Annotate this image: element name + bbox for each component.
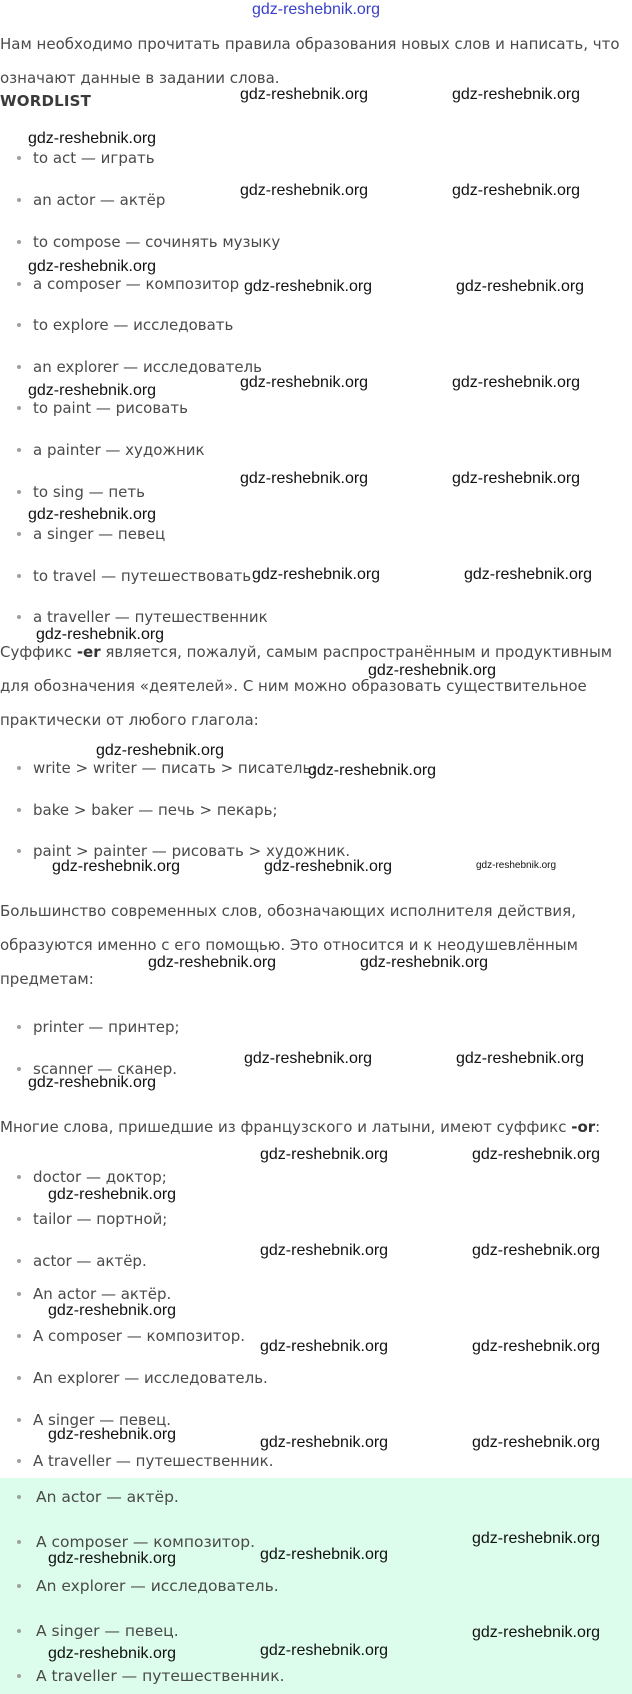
suffix-er: -er (76, 643, 101, 661)
bullet-icon (17, 156, 21, 160)
bullet-icon (17, 406, 21, 410)
bullet-icon (17, 615, 21, 619)
intro-line-2: означают данные в задании слова. (0, 69, 280, 87)
watermark: gdz-reshebnik.org (260, 1434, 389, 1451)
watermark: gdz-reshebnik.org (472, 1338, 601, 1355)
watermark: gdz-reshebnik.org (472, 1530, 601, 1547)
watermark: gdz-reshebnik.org (96, 742, 225, 759)
watermark: gdz-reshebnik.org (452, 86, 581, 103)
bullet-icon (17, 1175, 21, 1179)
bullet-icon (17, 1674, 21, 1678)
or-rule-start: Многие слова, пришедшие из французского и латыни, имеют суффикс (0, 1118, 572, 1136)
watermark: gdz-reshebnik.org (28, 506, 157, 523)
watermark: gdz-reshebnik.org (252, 566, 381, 583)
bullet-icon (17, 1495, 21, 1499)
watermark: gdz-reshebnik.org (260, 1338, 389, 1355)
bullet-icon (17, 766, 21, 770)
watermark: gdz-reshebnik.org (260, 1546, 389, 1563)
bullet-icon (17, 198, 21, 202)
watermark: gdz-reshebnik.org (452, 470, 581, 487)
watermark: gdz-reshebnik.org (244, 278, 373, 295)
answer-highlight-box: An actor — актёр. A composer — композитор. An explorer — исследователь. A singer — певец. A traveller — путешественник. (0, 1478, 632, 1694)
watermark: gdz-reshebnik.org (240, 374, 369, 391)
watermark: gdz-reshebnik.org (28, 1074, 157, 1091)
bullet-icon (17, 532, 21, 536)
page: gdz-reshebnik.org Нам необходимо прочитать правила образования новых слов и написать, что означают данные в задании слова. WORDLIST to act — играть an actor — актёр to compose — сочинять музыку a composer — композитор to explore — исследовать an explorer — исследователь to paint — рисовать a painter — художник to sing — петь a singer — певец to travel — путешествовать a traveller — путешественник Суффикс -er является, пожалуй, самым распространённым и продуктивным для обозначения «деятелей». С ним можно образовать существительное практически от любого глагола: write > writer — писать > писатель; bake > baker — печь > пекарь; paint > painter — рисовать > художник. Большинство современных слов, обозначающих исполнителя действия, образуются именно с его помощью. Это относится и к неодушевлённым предметам: printer — принтер; scanner — сканер. Многие слова, пришедшие из французского и латыни, имеют суффикс -or: doctor — доктор; tailor — портной; actor — актёр. An actor — актёр. A composer — композитор. An explorer — исследователь. A singer — певец. A traveller — путешественник. An actor — актёр. A composer — композитор. An explorer — исследователь. A singer — певец. A traveller — путешественник. gdz-reshebnik.org gdz-reshebnik.org gdz-reshebnik.org gdz-reshebnik.org gdz-reshebnik.org gdz-reshebnik.org gdz-reshebnik.org gdz-reshebnik.org gdz-reshebnik.org gdz-reshebnik.org gdz-reshebnik.org gdz-reshebnik.org gdz-reshebnik.org gdz-reshebnik.org gdz-reshebnik.org gdz-reshebnik.org gdz-reshebnik.org gdz-reshebnik.org gdz-reshebnik.org gdz-reshebnik.org gdz-reshebnik.org gdz-reshebnik.org gdz-reshebnik.org gdz-reshebnik.org gdz-reshebnik.org gdz-reshebnik.org gdz-reshebnik.org gdz-reshebnik.org gdz-reshebnik.org gdz-reshebnik.org gdz-reshebnik.org gdz-reshebnik.org gdz-reshebnik.org gdz-reshebnik.org gdz-reshebnik.org gdz-reshebnik.org gdz-reshebnik.org gdz-reshebnik.org gdz-reshebnik.org gdz-reshebnik.org gdz-reshebnik.org gdz-reshebnik.org gdz-reshebnik.org gdz-reshebnik.org gdz-reshebnik.org (0, 0, 632, 1694)
site-header-link[interactable]: gdz-reshebnik.org (251, 1, 381, 18)
bullet-icon (17, 1540, 21, 1544)
watermark: gdz-reshebnik.org (48, 1302, 177, 1319)
or-rule-paragraph (0, 1110, 632, 1144)
watermark: gdz-reshebnik.org (260, 1146, 389, 1163)
watermark: gdz-reshebnik.org (264, 858, 393, 875)
suffix-or: -or (571, 1118, 596, 1136)
watermark: gdz-reshebnik.org (464, 566, 593, 583)
bullet-icon (17, 448, 21, 452)
watermark: gdz-reshebnik.org (476, 860, 557, 871)
or-rule-end: : (595, 1118, 601, 1136)
watermark: gdz-reshebnik.org (52, 858, 181, 875)
watermark: gdz-reshebnik.org (260, 1642, 389, 1659)
watermark: gdz-reshebnik.org (260, 1242, 389, 1259)
modern-line-2: образуются именно с его помощью. Это относится и к неодушевлённым (0, 936, 578, 954)
intro-paragraph (0, 27, 632, 95)
watermark: gdz-reshebnik.org (48, 1550, 177, 1567)
bullet-icon (17, 1584, 21, 1588)
er-rule-line-1-start: Суффикс (0, 643, 77, 661)
watermark: gdz-reshebnik.org (472, 1242, 601, 1259)
watermark: gdz-reshebnik.org (452, 182, 581, 199)
watermark: gdz-reshebnik.org (148, 954, 277, 971)
modern-paragraph (0, 894, 632, 996)
watermark: gdz-reshebnik.org (368, 662, 497, 679)
bullet-icon (17, 323, 21, 327)
er-rule-line-1-end: является, пожалуй, самым распространённым и продуктивным (100, 643, 613, 661)
bullet-icon (17, 1025, 21, 1029)
bullet-icon (17, 1292, 21, 1296)
watermark: gdz-reshebnik.org (472, 1434, 601, 1451)
bullet-icon (17, 365, 21, 369)
bullet-icon (17, 849, 21, 853)
bullet-icon (17, 1459, 21, 1463)
watermark: gdz-reshebnik.org (452, 374, 581, 391)
watermark: gdz-reshebnik.org (240, 182, 369, 199)
watermark: gdz-reshebnik.org (28, 258, 157, 275)
intro-line-1: Нам необходимо прочитать правила образования новых слов и написать, что (0, 35, 620, 53)
bullet-icon (17, 490, 21, 494)
er-rule-paragraph (0, 635, 632, 737)
watermark: gdz-reshebnik.org (48, 1186, 177, 1203)
watermark: gdz-reshebnik.org (472, 1624, 601, 1641)
bullet-icon (17, 240, 21, 244)
watermark: gdz-reshebnik.org (456, 278, 585, 295)
bullet-icon (17, 1259, 21, 1263)
er-rule-line-2: для обозначения «деятелей». С ним можно образовать существительное (0, 677, 587, 695)
watermark: gdz-reshebnik.org (472, 1146, 601, 1163)
watermark: gdz-reshebnik.org (48, 1645, 177, 1662)
bullet-icon (17, 1067, 21, 1071)
bullet-icon (17, 1376, 21, 1380)
bullet-icon (17, 808, 21, 812)
bullet-icon (17, 1418, 21, 1422)
watermark: gdz-reshebnik.org (360, 954, 489, 971)
watermark: gdz-reshebnik.org (36, 626, 165, 643)
bullet-icon (17, 1629, 21, 1633)
watermark: gdz-reshebnik.org (308, 762, 437, 779)
er-rule-line-3: практически от любого глагола: (0, 711, 259, 729)
bullet-icon (17, 1334, 21, 1338)
watermark: gdz-reshebnik.org (456, 1050, 585, 1067)
watermark: gdz-reshebnik.org (240, 470, 369, 487)
watermark: gdz-reshebnik.org (244, 1050, 373, 1067)
bullet-icon (17, 282, 21, 286)
modern-line-3: предметам: (0, 970, 94, 988)
watermark: gdz-reshebnik.org (48, 1426, 177, 1443)
modern-line-1: Большинство современных слов, обозначающих исполнителя действия, (0, 902, 576, 920)
watermark: gdz-reshebnik.org (240, 86, 369, 103)
wordlist-title: WORDLIST (0, 92, 92, 110)
watermark: gdz-reshebnik.org (28, 130, 157, 147)
bullet-icon (17, 1217, 21, 1221)
bullet-icon (17, 574, 21, 578)
watermark: gdz-reshebnik.org (28, 382, 157, 399)
